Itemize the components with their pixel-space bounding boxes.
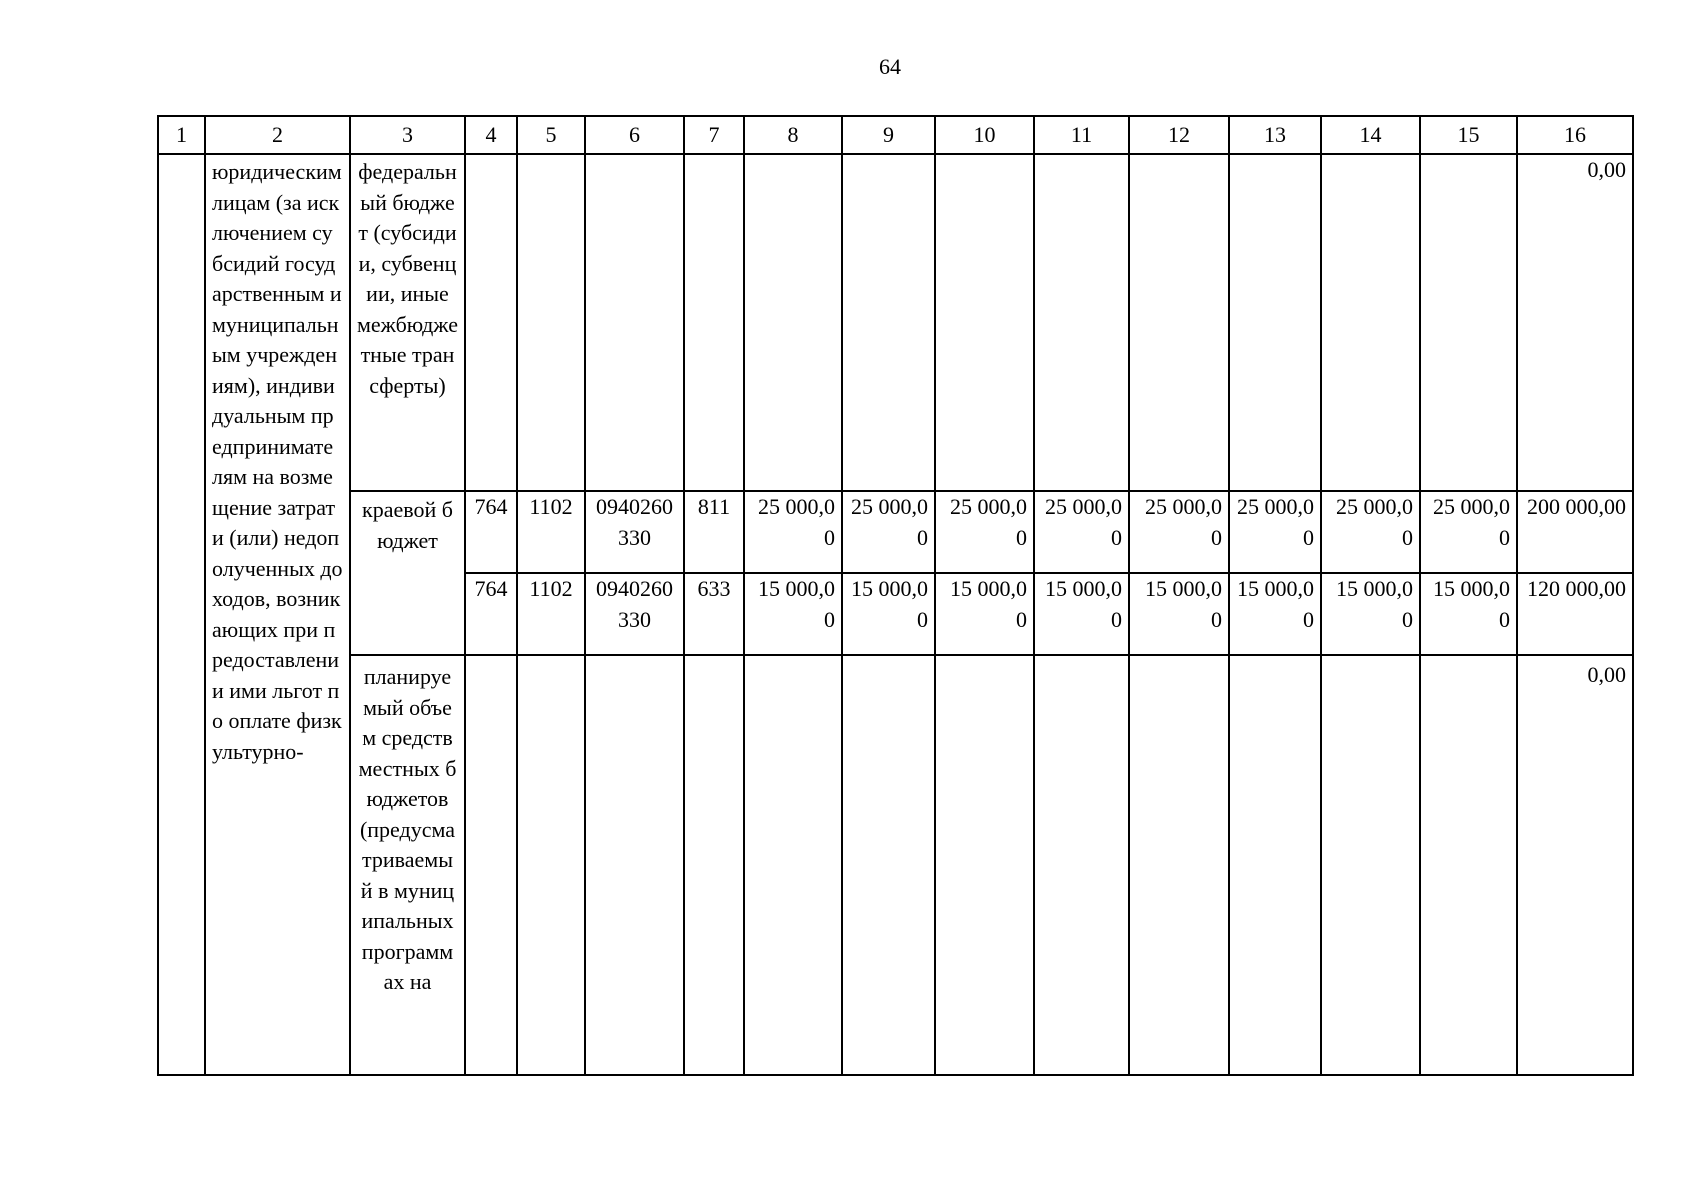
- amount-cell: 25 000,00: [1321, 491, 1420, 573]
- amount-cell: 25 000,00: [1129, 491, 1229, 573]
- table-cell: [1129, 655, 1229, 1075]
- table-cell: [935, 154, 1034, 491]
- header-cell: 1: [158, 116, 205, 154]
- amount-cell: 15 000,00: [1229, 573, 1321, 655]
- total-cell: 0,00: [1517, 154, 1633, 491]
- table-cell: [684, 154, 744, 491]
- table-cell: [744, 154, 842, 491]
- amount-cell: 25 000,00: [1229, 491, 1321, 573]
- header-row: [158, 116, 1633, 154]
- total-cell: 120 000,00: [1517, 573, 1633, 655]
- table-cell: [517, 655, 585, 1075]
- table-cell: [935, 655, 1034, 1075]
- table-cell: [684, 655, 744, 1075]
- row-number-cell: [158, 154, 205, 1075]
- header-cell: 15: [1420, 116, 1517, 154]
- total-cell: 0,00: [1517, 655, 1633, 1075]
- table-cell: [842, 154, 935, 491]
- funding-source-cell: планируемый объем средств местных бюджетов (предусматриваемый в муниципальных программах на: [350, 655, 465, 1075]
- table-cell: [1321, 154, 1420, 491]
- code-cell: 764: [465, 491, 517, 573]
- code-cell: 633: [684, 573, 744, 655]
- header-cell: 5: [517, 116, 585, 154]
- measure-description-cell: юридическим лицам (за исключением субсидий государственным и муниципальным учреждениям), индивидуальным предпринимателям на возмещение затрат и (или) недополученных доходов, возникающих при предоставлении ими льгот по оплате физкультурно-: [205, 154, 350, 1075]
- header-cell: 11: [1034, 116, 1129, 154]
- table-row: [158, 154, 1633, 491]
- page-number: 64: [879, 54, 901, 79]
- code-cell: 1102: [517, 573, 585, 655]
- header-cell: 12: [1129, 116, 1229, 154]
- header-cell: 9: [842, 116, 935, 154]
- table-row: [158, 655, 1633, 1075]
- amount-cell: 25 000,00: [744, 491, 842, 573]
- table-cell: [585, 655, 684, 1075]
- amount-cell: 15 000,00: [1321, 573, 1420, 655]
- header-cell: 16: [1517, 116, 1633, 154]
- table-cell: [1129, 154, 1229, 491]
- table-cell: [465, 154, 517, 491]
- total-cell: 200 000,00: [1517, 491, 1633, 573]
- budget-table: [157, 115, 1634, 1076]
- header-cell: 7: [684, 116, 744, 154]
- code-cell: 0940260330: [585, 491, 684, 573]
- table-cell: [1321, 655, 1420, 1075]
- header-cell: 3: [350, 116, 465, 154]
- code-cell: 1102: [517, 491, 585, 573]
- header-cell: 6: [585, 116, 684, 154]
- header-cell: 8: [744, 116, 842, 154]
- header-cell: 10: [935, 116, 1034, 154]
- table-cell: [465, 655, 517, 1075]
- table-cell: [1420, 154, 1517, 491]
- header-cell: 14: [1321, 116, 1420, 154]
- funding-source-cell: краевой бюджет: [350, 491, 465, 655]
- amount-cell: 15 000,00: [1420, 573, 1517, 655]
- amount-cell: 15 000,00: [935, 573, 1034, 655]
- amount-cell: 25 000,00: [935, 491, 1034, 573]
- amount-cell: 25 000,00: [1034, 491, 1129, 573]
- table-cell: [744, 655, 842, 1075]
- amount-cell: 25 000,00: [842, 491, 935, 573]
- amount-cell: 25 000,00: [1420, 491, 1517, 573]
- table-cell: [1229, 655, 1321, 1075]
- header-cell: 2: [205, 116, 350, 154]
- code-cell: 0940260330: [585, 573, 684, 655]
- funding-source-cell: федеральный бюджет (субсидии, субвенции, иные межбюджетные трансферты): [350, 154, 465, 491]
- table-cell: [1034, 655, 1129, 1075]
- code-cell: 764: [465, 573, 517, 655]
- table-cell: [842, 655, 935, 1075]
- amount-cell: 15 000,00: [1034, 573, 1129, 655]
- table-cell: [517, 154, 585, 491]
- header-cell: 13: [1229, 116, 1321, 154]
- table-cell: [1229, 154, 1321, 491]
- header-cell: 4: [465, 116, 517, 154]
- table-cell: [1420, 655, 1517, 1075]
- code-cell: 811: [684, 491, 744, 573]
- table-row: [158, 491, 1633, 573]
- table-cell: [1034, 154, 1129, 491]
- amount-cell: 15 000,00: [1129, 573, 1229, 655]
- amount-cell: 15 000,00: [842, 573, 935, 655]
- table-cell: [585, 154, 684, 491]
- amount-cell: 15 000,00: [744, 573, 842, 655]
